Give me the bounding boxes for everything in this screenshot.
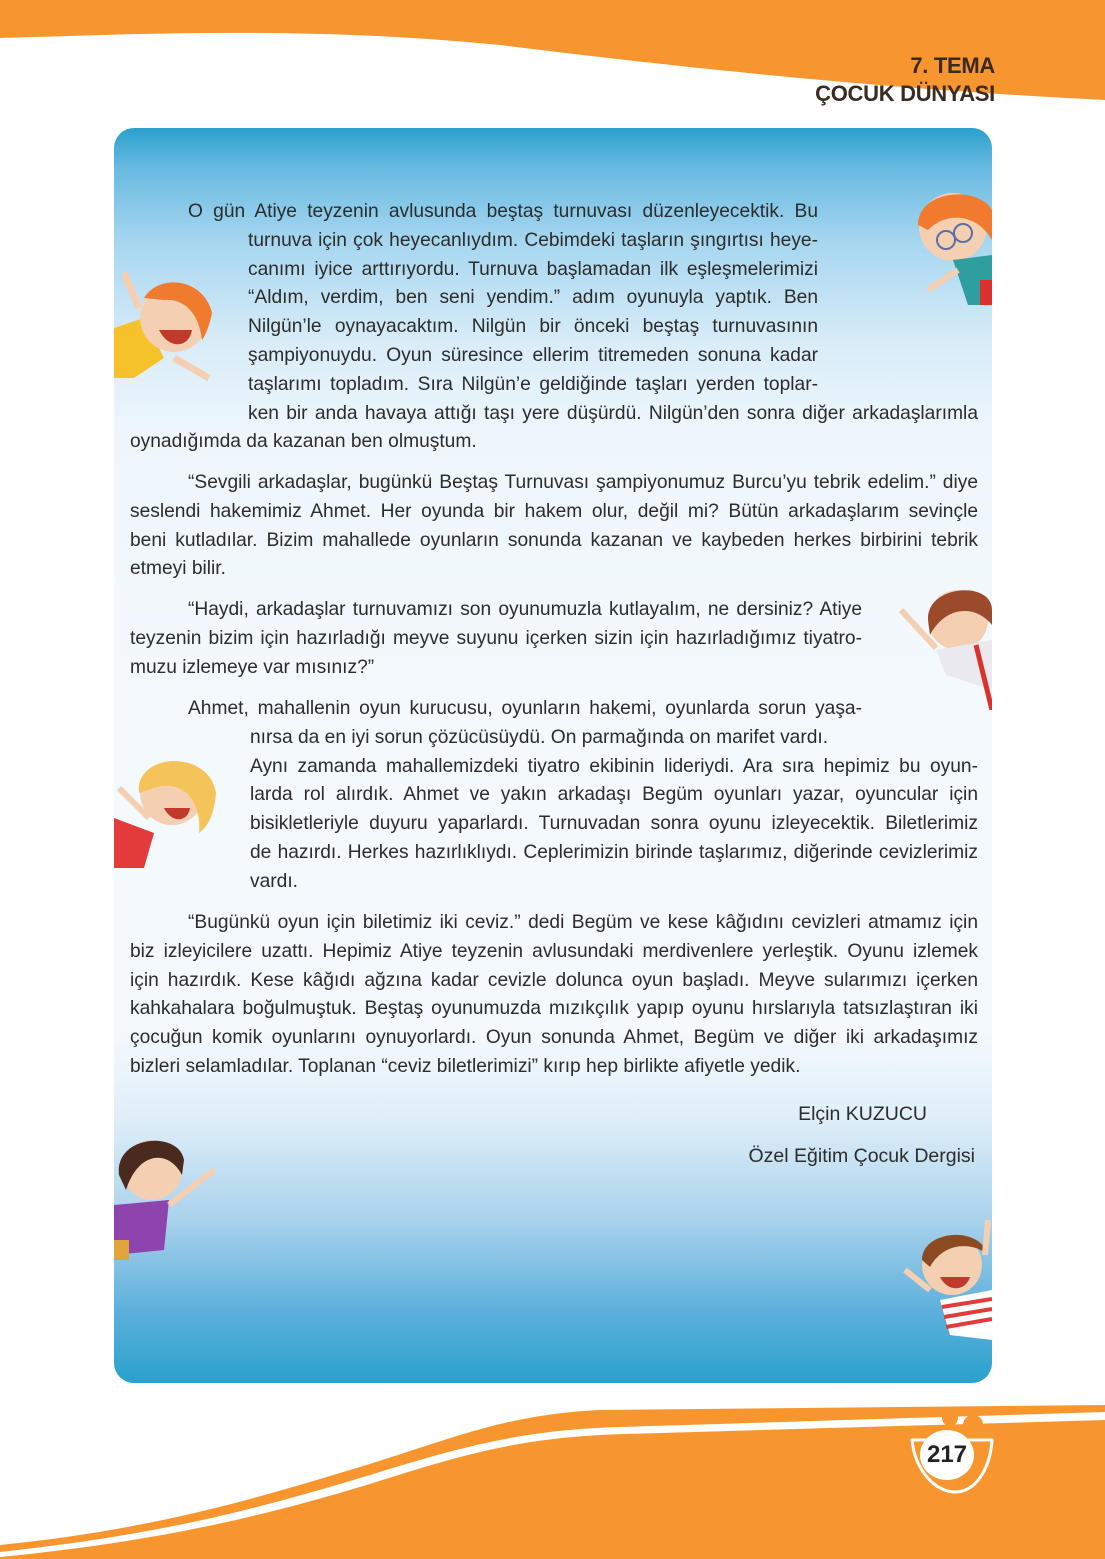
paragraph-4 <box>188 695 978 897</box>
page-number: 217 <box>920 1430 974 1480</box>
theme-header <box>815 52 995 108</box>
kid-illustration-girl-brown <box>896 580 992 710</box>
text-line: teyzenin bizim için hazırladığı meyve suyunu içerken sizin için hazırladığımız tiyatro- <box>130 627 862 649</box>
paragraph-2 <box>130 469 978 584</box>
text-line: ken bir anda havaya attığı taşı yere düşürdü. Nilgün’den sonra diğer arkadaşlarımla <box>248 402 978 424</box>
kid-illustration-girl-purple <box>114 1130 219 1260</box>
text-line: seslendi hakemimiz Ahmet. Her oyunda bir hakem olur, değil mi? Bütün arkadaşlarım sevinçle <box>130 500 978 522</box>
badge-drop <box>963 1415 983 1435</box>
text-line: “Haydi, arkadaşlar turnuvamızı son oyunumuzla kutlayalım, ne dersiniz? Atiye <box>188 599 862 620</box>
text-line: larda rol alırdık. Ahmet ve yakın arkadaşı Begüm oyunları yazar, oyuncular için <box>250 784 978 806</box>
text-line: Ahmet, mahallenin oyun kurucusu, oyunların hakemi, oyunlarda sorun yaşa- <box>188 698 862 719</box>
text-line: biz izleyicilere uzattı. Hepimiz Atiye teyzenin avlusundaki merdivenlere yerleştik. Oyunu izlemek <box>130 940 978 962</box>
text-line: “Sevgili arkadaşlar, bugünkü Beştaş Turnuvası şampiyonumuz Burcu’yu tebrik edelim.” diye <box>188 472 978 493</box>
text-line: şampiyonuydu. Oyun süresince ellerim titremeden sonuna kadar <box>248 344 818 366</box>
text-line: vardı. <box>250 870 298 892</box>
text-line: Nilgün’le oynayacaktım. Nilgün bir önceki beştaş turnuvasının <box>248 316 818 338</box>
text-line: için hazırdık. Kese kâğıdı ağzına kadar cevizle dolunca oyun başladı. Meyve sularımızı içerken <box>130 969 978 991</box>
text-line: canımı iyice arttırıyordu. Turnuva başlamadan ilk eşleşmelerimizi <box>248 258 818 280</box>
text-line: etmeyi bilir. <box>130 558 226 580</box>
text-line: Aynı zamanda mahallemizdeki tiyatro ekibinin lideriydi. Ara sıra hepimiz bu oyun- <box>250 755 978 777</box>
text-line: taşlarımı topladım. Sıra Nilgün’e geldiğinde taşları yerden toplar- <box>248 373 818 395</box>
theme-title: ÇOCUK DÜNYASI <box>815 81 995 106</box>
text-line: oynadığımda da kazanan ben olmuştum. <box>130 431 477 453</box>
text-line: de hazırdı. Herkes hazırlıklıydı. Ceplerimizin birinde taşlarımız, diğerinde cevizlerimiz <box>250 841 978 863</box>
text-line: nırsa da en iyi sorun çözücüsüydü. On parmağında on marifet vardı. <box>250 726 829 748</box>
badge-drop <box>942 1410 958 1426</box>
text-line: “Aldım, verdim, ben seni yendim.” adım oyunuyla yaptık. Ben <box>248 287 818 309</box>
paragraph-5 <box>130 909 978 1082</box>
text-line: kahkahalara boğulmuştuk. Beştaş oyunumuzda mızıkçılık yapıp oyunu hırslarıyla tatsızlaştıran iki <box>130 998 978 1020</box>
text-line: beni kutladılar. Bizim mahallede oyunların sonunda kazanan ve kaybeden herkes birbirini tebrik <box>130 529 978 551</box>
theme-number: 7. TEMA <box>910 53 995 78</box>
text-line: bizleri selamladılar. Toplanan “ceviz biletlerimizi” kırıp hep birlikte afiyetle yedik. <box>130 1055 801 1077</box>
text-line: “Bugünkü oyun için biletimiz iki ceviz.” dedi Begüm ve kese kâğıdını cevizleri atmamız için <box>188 912 978 933</box>
text-line: çocuğun komik oyunlarını oynuyorlardı. Oyun sonunda Ahmet, Begüm ve diğer iki arkadaşımız <box>130 1027 978 1049</box>
paragraph-3 <box>130 596 862 682</box>
paragraph-1 <box>130 198 978 457</box>
text-line: muzu izlemeye var mısınız?” <box>130 656 375 678</box>
kid-illustration-boy-striped <box>900 1215 992 1345</box>
author-name: Elçin KUZUCU <box>798 1103 927 1125</box>
source-name: Özel Eğitim Çocuk Dergisi <box>748 1145 975 1167</box>
text-line: turnuva için çok heyecanlıydım. Cebimdeki taşların şıngırtısı heye- <box>248 229 818 251</box>
text-line: bisikletleriyle duyuru yaparlardı. Turnuvadan sonra oyunu izleyecektik. Biletlerimiz <box>250 813 978 835</box>
text-line: O gün Atiye teyzenin avlusunda beştaş turnuvası düzenleyecektik. Bu <box>188 201 818 222</box>
